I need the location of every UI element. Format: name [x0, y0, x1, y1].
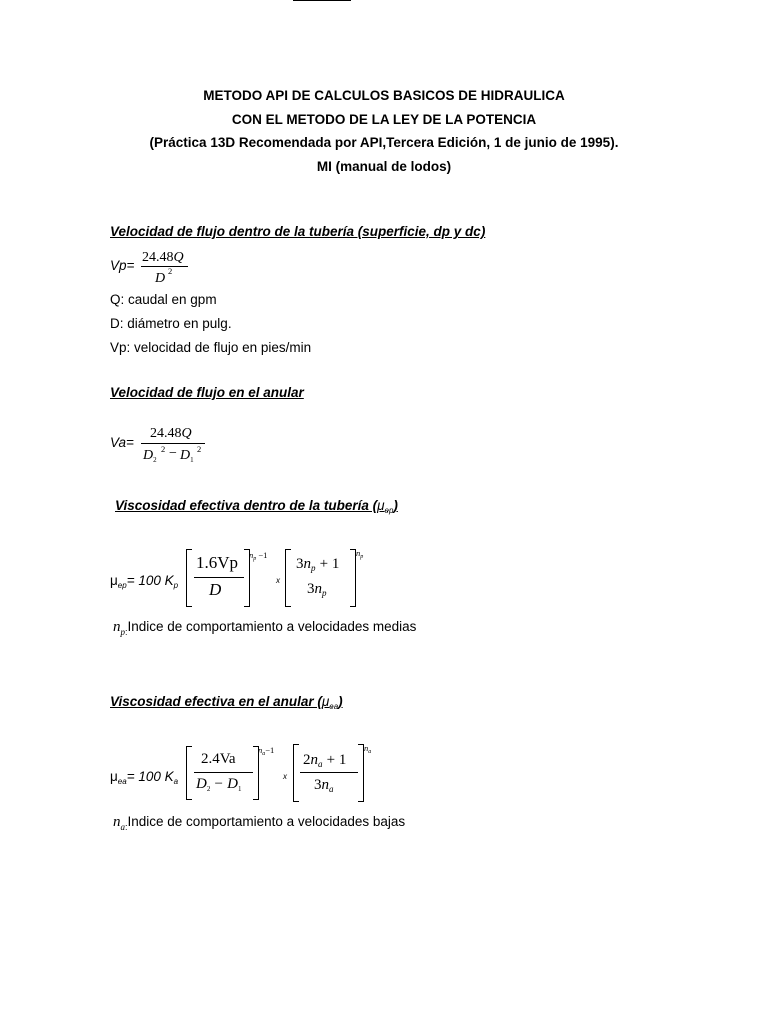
mu-ea-exp2-sub: a: [368, 749, 372, 755]
mu-ea-ka-sub: a: [173, 777, 179, 786]
mu-ep-lhs-mu: μ: [110, 573, 118, 588]
va-minus: −: [169, 446, 177, 461]
mu-ep-exp2: [356, 548, 363, 560]
mu-ep-frac2-num-n: n: [303, 556, 311, 572]
mu-ea-exp2: [364, 743, 371, 755]
mu-ea-exp2-n: n: [364, 743, 369, 753]
mu-ea-den-minus: −: [214, 776, 223, 792]
mu-ea-frac1-den: [196, 775, 242, 793]
mu-ep-exp1-minus-one: −1: [258, 550, 268, 560]
mu-ea-exp1-n: n: [258, 745, 263, 755]
mu-ea-times: x: [283, 772, 287, 781]
mu-ep-heading-text: iscosidad efectiva dentro de la tubería (: [123, 498, 378, 513]
np-colon: :: [125, 627, 128, 637]
mu-ea-heading-close: ): [338, 694, 343, 709]
heading-mu-ep: [115, 498, 398, 515]
def-na: [113, 814, 405, 832]
mu-ea-bracket1-left: [186, 746, 192, 800]
mu-ep-frac2-den-n: n: [314, 581, 322, 597]
mu-ea-bracket2-left: [293, 744, 299, 802]
def-q: Q: caudal en gpm: [110, 292, 217, 307]
vp-num-coef: 24.48: [142, 250, 174, 265]
mu-ep-frac1-bar: [194, 577, 244, 578]
vp-denominator: [155, 269, 165, 287]
mu-ep-frac2-den-sub: p: [322, 588, 327, 598]
mu-ea-frac2-den-sub: a: [329, 784, 334, 794]
na-symbol-sub: a: [120, 822, 125, 832]
mu-ep-heading-sub: ep: [384, 506, 394, 515]
na-symbol-n: n: [113, 814, 121, 830]
va-d2-sub: 2: [153, 456, 157, 464]
mu-ea-exp1-sub: a: [262, 751, 266, 757]
mu-ea-frac2-num-sub: a: [318, 759, 323, 769]
mu-ea-heading-text: iscosidad efectiva en el anular (: [118, 694, 322, 709]
mu-ep-bracket2-left: [285, 549, 291, 607]
na-definition: Indice de comportamiento a velocidades bajas: [127, 814, 406, 829]
mu-ep-exp2-n: n: [356, 548, 361, 558]
mu-ep-heading-v: V: [115, 498, 124, 513]
def-np: [113, 619, 416, 637]
def-vp: Vp: velocidad de flujo en pies/min: [110, 340, 312, 355]
heading-va: Velocidad de flujo en el anular: [110, 385, 304, 400]
mu-ep-exp1: [249, 550, 267, 562]
heading-mu-ea: [110, 694, 343, 711]
mu-ep-lhs-sub: ep: [117, 581, 127, 590]
np-symbol-n: n: [113, 619, 121, 635]
mu-ep-frac2-den-coef: 3: [307, 581, 315, 597]
mu-ea-frac1-bar: [194, 772, 253, 773]
va-d1-exp: 2: [197, 444, 202, 454]
mu-ea-frac2-den-n: n: [321, 777, 329, 793]
va-d1-sub: 1: [190, 456, 194, 464]
mu-ep-exp1-sub: p: [253, 556, 257, 562]
mu-ea-lhs-mu: μ: [110, 769, 118, 784]
mu-ep-frac2-num-sub: p: [311, 563, 316, 573]
mu-ea-frac1-num-text: 2.4Va: [201, 751, 236, 767]
na-colon: :: [125, 822, 128, 832]
mu-ea-den-d2-sub: 2: [206, 785, 211, 793]
vp-den-var: D: [155, 271, 166, 286]
mu-ea-den-d2-var: D: [196, 776, 207, 792]
mu-ep-frac1-den: D: [209, 580, 222, 599]
mu-ea-frac2-den: [314, 776, 334, 794]
mu-ep-lhs: [110, 573, 178, 590]
mu-ea-den-d1-var: D: [227, 776, 238, 792]
vp-den-exponent: 2: [168, 266, 173, 276]
mu-ea-den-d1-sub: 1: [238, 785, 242, 793]
va-d2-exp: 2: [161, 444, 166, 454]
mu-ep-frac2-num: [296, 555, 339, 573]
mu-ep-kp-sub: p: [173, 581, 179, 590]
mu-ep-heading-close: ): [393, 498, 398, 513]
vp-num-var: Q: [173, 250, 184, 265]
mu-ea-lhs: [110, 769, 178, 786]
np-definition: Indice de comportamiento a velocidades medias: [127, 619, 417, 634]
va-d1: [180, 446, 194, 464]
title-line-3: (Práctica 13D Recomendada por API,Tercera Edición, 1 de junio de 1995).: [149, 135, 619, 150]
mu-ea-frac1-num: [201, 751, 236, 768]
mu-ea-exp1: [258, 745, 274, 757]
va-numerator: [150, 424, 192, 442]
mu-ea-frac2-bar: [300, 772, 358, 773]
mu-ep-exp2-sub: p: [360, 554, 364, 560]
mu-ep-lhs-text: = 100 K: [126, 573, 174, 588]
va-d1-var: D: [180, 448, 191, 463]
title-line-2: CON EL METODO DE LA LEY DE LA POTENCIA: [231, 111, 537, 127]
mu-ep-frac1-num-text: 1.6Vp: [196, 553, 239, 572]
mu-ea-frac2-den-coef: 3: [314, 777, 322, 793]
va-denominator: [143, 446, 157, 464]
mu-ep-bracket1-left: [186, 549, 192, 607]
title-line-1: METODO API DE CALCULOS BASICOS DE HIDRAULICA: [203, 88, 565, 103]
mu-ea-heading-mu: μ: [321, 694, 330, 709]
heading-vp: Velocidad de flujo dentro de la tubería (superficie, dp y dc): [110, 224, 486, 239]
mu-ep-exp1-n: n: [249, 550, 254, 560]
va-num-var: Q: [181, 426, 192, 441]
mu-ea-lhs-sub: ea: [117, 777, 127, 786]
mu-ep-times: x: [276, 576, 280, 585]
mu-ep-frac1-num: [196, 553, 238, 573]
mu-ea-lhs-text: = 100 K: [126, 769, 174, 784]
document-title: [0, 84, 768, 178]
mu-ea-heading-v: V: [110, 694, 119, 709]
np-symbol-sub: p: [120, 627, 125, 637]
va-d2-var: D: [143, 448, 154, 463]
mu-ep-frac2-plus-one: + 1: [319, 556, 340, 572]
va-fraction-bar: [141, 443, 205, 444]
mu-ea-frac2-num-n: n: [310, 752, 318, 768]
mu-ep-frac2-bar: [293, 0, 351, 1]
def-d: D: diámetro en pulg.: [110, 316, 232, 331]
vp-numerator: [142, 248, 184, 266]
mu-ea-frac2-num-coef: 2: [303, 752, 311, 768]
va-num-coef: 24.48: [150, 426, 182, 441]
mu-ea-exp1-minus-one: −1: [265, 745, 275, 755]
mu-ea-frac2-num: [303, 751, 346, 769]
va-lhs: Va=: [110, 435, 134, 450]
mu-ep-heading-mu: μ: [377, 498, 385, 513]
mu-ep-frac2-den: [307, 580, 327, 598]
vp-fraction-bar: [141, 266, 188, 267]
title-line-4: MI (manual de lodos): [316, 158, 452, 174]
mu-ea-frac2-plus-one: + 1: [326, 752, 347, 768]
mu-ep-frac2-num-coef: 3: [296, 556, 304, 572]
vp-lhs: Vp=: [110, 258, 135, 273]
mu-ea-heading-sub: ea: [329, 702, 339, 711]
